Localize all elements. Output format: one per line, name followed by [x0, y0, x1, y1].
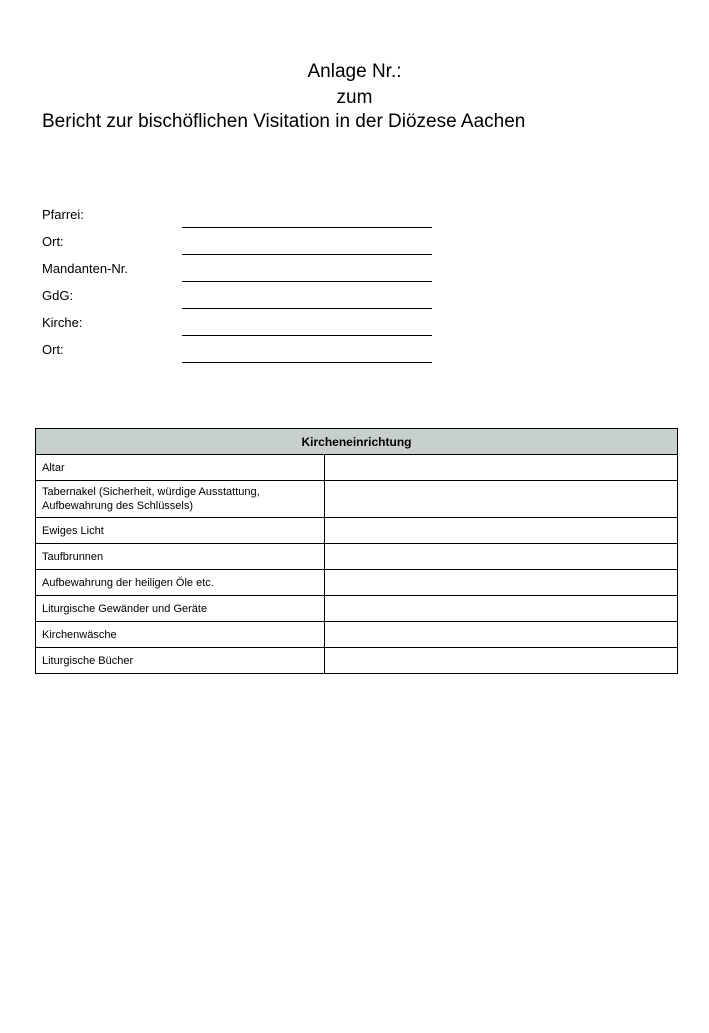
field-row-client-number: [42, 259, 442, 286]
table-row: [36, 596, 678, 622]
title-report-name: Bericht zur bischöflichen Visitation in der Diözese Aachen: [42, 111, 526, 132]
row-label-eternal-light: Ewiges Licht: [36, 518, 325, 544]
row-label-liturgical-books: Liturgische Bücher: [36, 648, 325, 674]
table-row: [36, 481, 678, 518]
field-row-church: [42, 313, 442, 340]
field-label-parish: Pfarrei:: [42, 207, 84, 222]
field-label-church: Kirche:: [42, 315, 83, 330]
row-label-church-linen: Kirchenwäsche: [36, 622, 325, 648]
title-annex-number: Anlage Nr.:: [307, 61, 402, 82]
church-input-line[interactable]: [182, 335, 432, 336]
field-label-church-location: Ort:: [42, 342, 64, 357]
table-row: [36, 622, 678, 648]
row-value-eternal-light[interactable]: [325, 518, 678, 544]
row-value-vestments[interactable]: [325, 596, 678, 622]
title-connector: zum: [336, 87, 373, 108]
client-number-input-line[interactable]: [182, 281, 432, 282]
row-value-church-linen[interactable]: [325, 622, 678, 648]
parish-input-line[interactable]: [182, 227, 432, 228]
gdg-input-line[interactable]: [182, 308, 432, 309]
row-label-holy-oils: Aufbewahrung der heiligen Öle etc.: [36, 570, 325, 596]
field-row-parish: [42, 205, 442, 232]
row-value-altar[interactable]: [325, 455, 678, 481]
table-row: [36, 518, 678, 544]
table-row: [36, 570, 678, 596]
field-row-location: [42, 232, 442, 259]
row-label-tabernacle: Tabernakel (Sicherheit, würdige Ausstattung, Aufbewahrung des Schlüssels): [36, 481, 325, 518]
table-row: [36, 648, 678, 674]
table-row: [36, 455, 678, 481]
field-row-gdg: [42, 286, 442, 313]
row-value-tabernacle[interactable]: [325, 481, 678, 518]
row-label-altar: Altar: [36, 455, 325, 481]
field-label-location: Ort:: [42, 234, 64, 249]
field-row-church-location: [42, 340, 442, 367]
parish-info-form: [42, 205, 442, 367]
row-value-baptismal-font[interactable]: [325, 544, 678, 570]
table-row: [36, 544, 678, 570]
field-label-client-number: Mandanten-Nr.: [42, 261, 128, 276]
table-header: Kircheneinrichtung: [36, 429, 678, 455]
row-label-baptismal-font: Taufbrunnen: [36, 544, 325, 570]
row-label-vestments: Liturgische Gewänder und Geräte: [36, 596, 325, 622]
row-value-liturgical-books[interactable]: [325, 648, 678, 674]
church-location-input-line[interactable]: [182, 362, 432, 363]
row-value-holy-oils[interactable]: [325, 570, 678, 596]
field-label-gdg: GdG:: [42, 288, 74, 303]
church-furnishings-table: [35, 428, 678, 674]
location-input-line[interactable]: [182, 254, 432, 255]
